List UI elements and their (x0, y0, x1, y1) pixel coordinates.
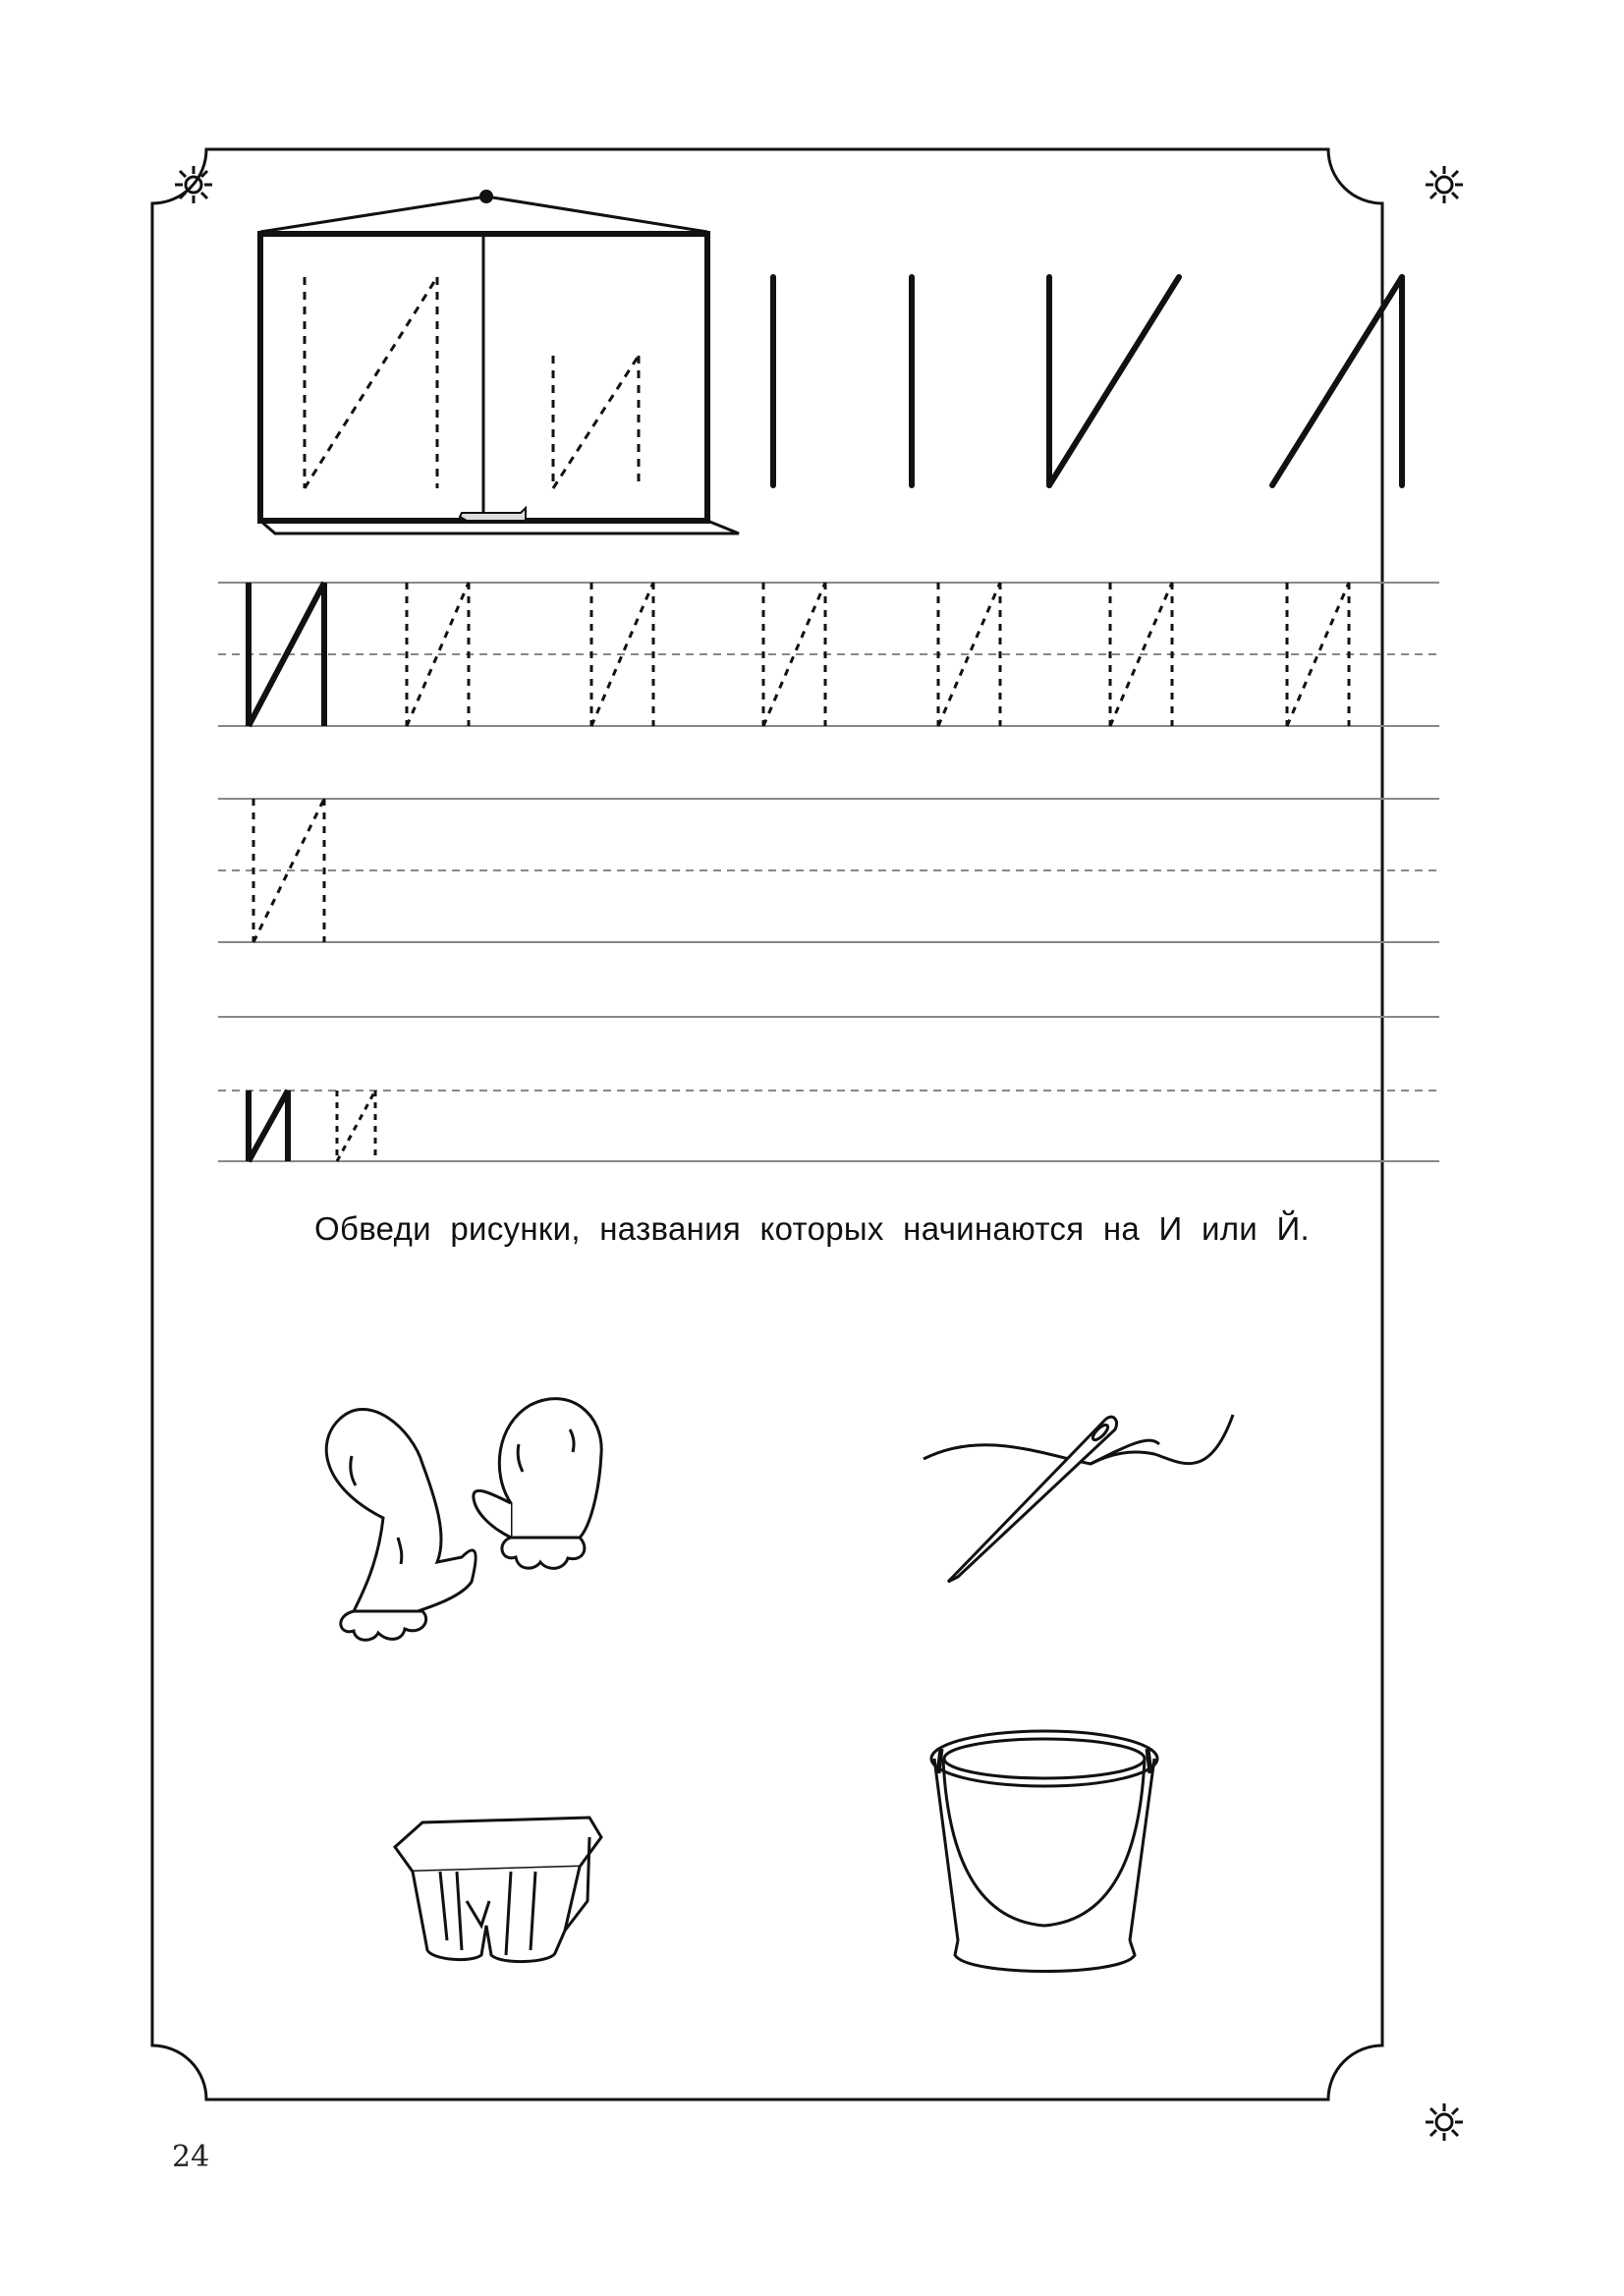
writing-row-2 (218, 799, 1439, 942)
instruction-text: Обведи рисунки, названия которых начинаются на И или Й. (314, 1210, 1310, 1247)
corner-sun-icon (1426, 2103, 1463, 2141)
board-letter-uppercase (305, 277, 437, 488)
stroke-elements (773, 277, 1402, 485)
trace-letter-lowercase (337, 1091, 375, 1161)
needle-icon (924, 1415, 1233, 1582)
writing-row-1 (218, 583, 1439, 726)
yogurt-cup-icon (395, 1818, 601, 1962)
writing-row-3 (218, 1017, 1439, 1161)
page-number: 24 (172, 2140, 210, 2174)
corner-sun-icon (1426, 166, 1463, 203)
sample-letter-lowercase (249, 1091, 288, 1161)
page-frame (152, 149, 1382, 2100)
bucket-icon (931, 1731, 1157, 1972)
trace-letters-uppercase (407, 583, 1349, 726)
chalkboard (260, 190, 739, 533)
mittens-icon (326, 1399, 601, 1641)
board-letter-lowercase (553, 356, 639, 488)
